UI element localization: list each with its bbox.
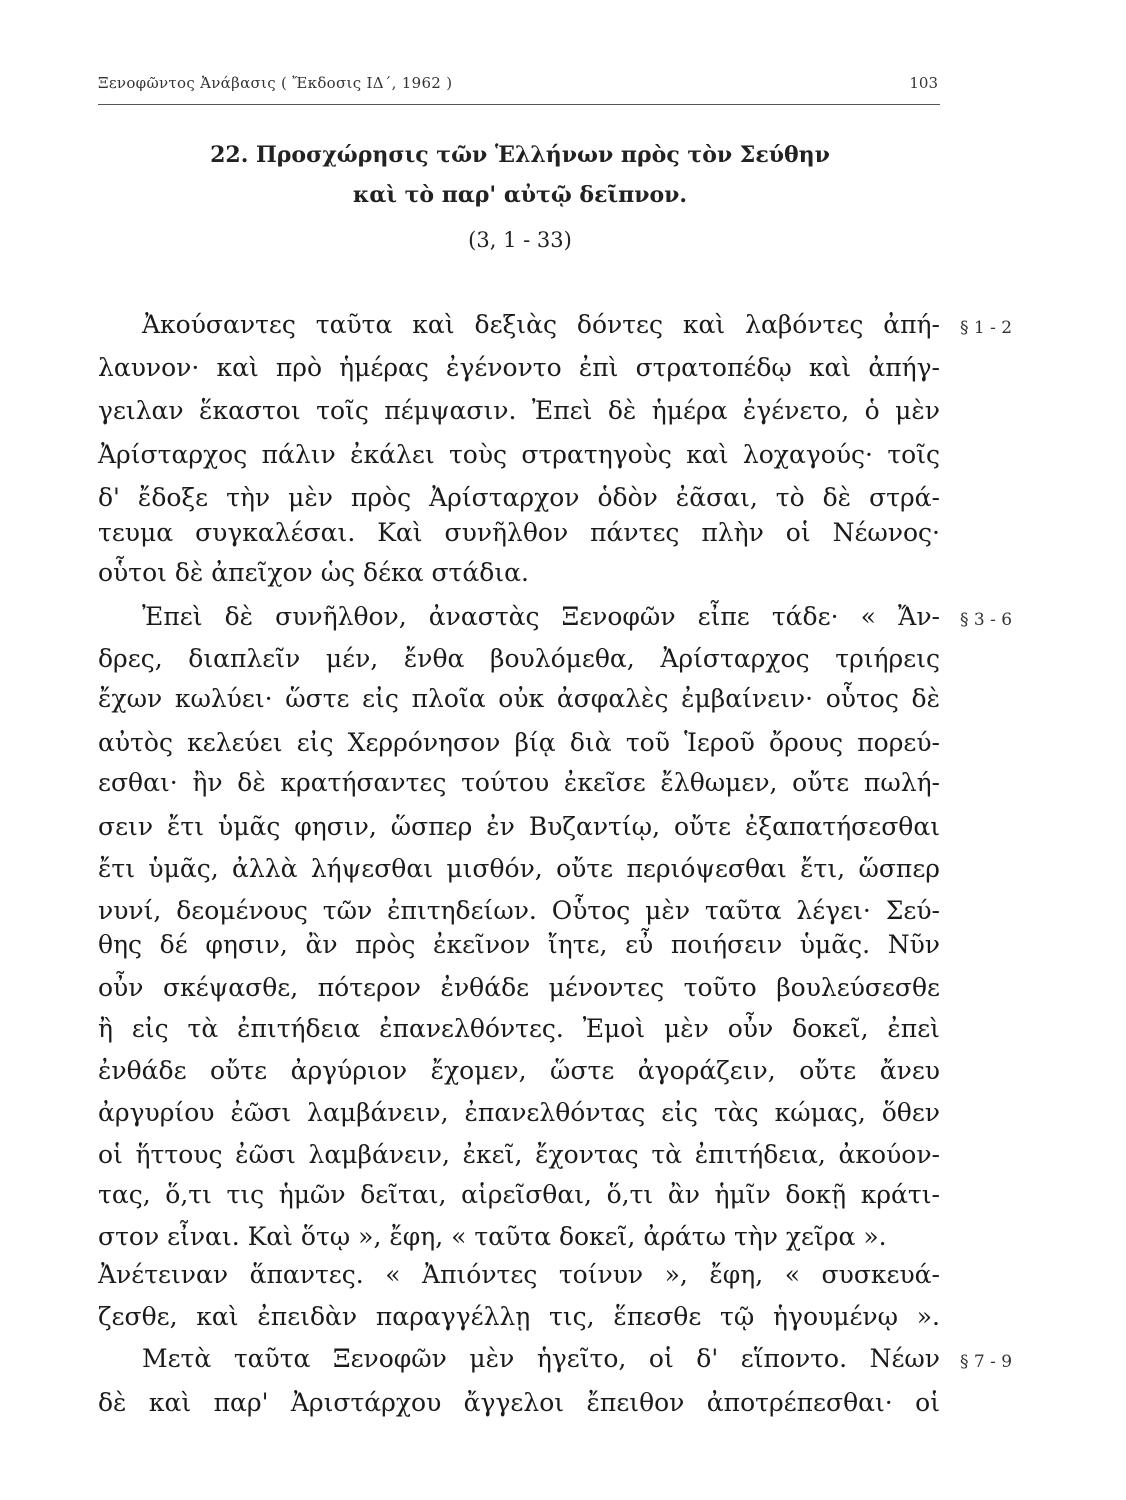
section-heading-line-2: καὶ τὸ παρ' αὐτῷ δεῖπνον. bbox=[352, 182, 688, 208]
text-line: δὲ καὶ παρ' Ἀριστάρχου ἄγγελοι ἔπειθον ἀποτρέπεσθαι· οἱ bbox=[98, 1388, 940, 1417]
text-line: στον εἶναι. Καὶ ὅτῳ », ἔφη, « ταῦτα δοκεῖ, ἀράτω τὴν χεῖρα ». bbox=[98, 1222, 887, 1251]
margin-section-ref: § 7 - 9 bbox=[960, 1352, 1013, 1372]
text-line: θης δέ φησιν, ἂν πρὸς ἐκεῖνον ἴητε, εὖ ποιήσειν ὑμᾶς. Νῦν bbox=[98, 930, 940, 959]
text-line: ἢ εἰς τὰ ἐπιτήδεια ἐπανελθόντες. Ἐμοὶ μὲν οὖν δοκεῖ, ἐπεὶ bbox=[98, 1014, 940, 1043]
page-header bbox=[98, 66, 938, 96]
text-line: εσθαι· ἢν δὲ κρατήσαντες τούτου ἐκεῖσε ἔλθωμεν, οὔτε πωλή- bbox=[98, 768, 940, 797]
header-rule bbox=[98, 104, 940, 105]
text-line: οὗτοι δὲ ἀπεῖχον ὡς δέκα στάδια. bbox=[98, 558, 529, 587]
text-line: δρες, διαπλεῖν μέν, ἔνθα βουλόμεθα, Ἀρίσταρχος τριήρεις bbox=[98, 644, 940, 673]
text-line: αὐτὸς κελεύει εἰς Χερρόνησον βίᾳ διὰ τοῦ Ἱεροῦ ὄρους πορεύ- bbox=[98, 728, 940, 757]
text-line: οἱ ἥττους ἐῶσι λαμβάνειν, ἐκεῖ, ἔχοντας τὰ ἐπιτήδεια, ἀκούον- bbox=[98, 1140, 940, 1169]
text-line: ἔχων κωλύει· ὥστε εἰς πλοῖα οὐκ ἀσφαλὲς ἐμβαίνειν· οὗτος δὲ bbox=[98, 684, 940, 713]
text-line: Ἐπεὶ δὲ συνῆλθον, ἀναστὰς Ξενοφῶν εἶπε τάδε· « Ἄν- bbox=[142, 602, 940, 631]
text-line: δ' ἔδοξε τὴν μὲν πρὸς Ἀρίσταρχον ὁδὸν ἐᾶσαι, τὸ δὲ στρά- bbox=[98, 483, 940, 512]
margin-section-ref: § 3 - 6 bbox=[960, 610, 1013, 630]
text-line: Ἀνέτειναν ἅπαντες. « Ἀπιόντες τοίνυν », ἔφη, « συσκευά- bbox=[98, 1260, 940, 1289]
text-line: Μετὰ ταῦτα Ξενοφῶν μὲν ἡγεῖτο, οἱ δ' εἵποντο. Νέων bbox=[142, 1344, 940, 1373]
margin-section-ref: § 1 - 2 bbox=[960, 318, 1013, 338]
text-line: Ἀκούσαντες ταῦτα καὶ δεξιὰς δόντες καὶ λαβόντες ἀπή- bbox=[142, 310, 940, 339]
page-number: 103 bbox=[909, 74, 938, 92]
text-line: ἔτι ὑμᾶς, ἀλλὰ λήψεσθαι μισθόν, οὔτε περιόψεσθαι ἔτι, ὥσπερ bbox=[98, 854, 940, 883]
section-heading-line-1: 22. Προσχώρησις τῶν Ἑλλήνων πρὸς τὸν Σεύθην bbox=[210, 142, 830, 168]
text-line: γειλαν ἕκαστοι τοῖς πέμψασιν. Ἐπεὶ δὲ ἡμέρα ἐγένετο, ὁ μὲν bbox=[98, 396, 940, 425]
text-line: λαυνον· καὶ πρὸ ἡμέρας ἐγένοντο ἐπὶ στρατοπέδῳ καὶ ἀπήγ- bbox=[98, 353, 940, 382]
text-line: τας, ὅ,τι τις ἡμῶν δεῖται, αἱρεῖσθαι, ὅ,τι ἂν ἡμῖν δοκῇ κράτι- bbox=[98, 1180, 940, 1209]
text-line: σειν ἔτι ὑμᾶς φησιν, ὥσπερ ἐν Βυζαντίῳ, οὔτε ἐξαπατήσεσθαι bbox=[98, 812, 940, 841]
text-line: ζεσθε, καὶ ἐπειδὰν παραγγέλλῃ τις, ἕπεσθε τῷ ἡγουμένῳ ». bbox=[98, 1302, 940, 1331]
text-line: ἐνθάδε οὔτε ἀργύριον ἔχομεν, ὥστε ἀγοράζειν, οὔτε ἄνευ bbox=[98, 1056, 940, 1085]
section-reference: (3, 1 - 33) bbox=[468, 228, 572, 252]
text-line: τευμα συγκαλέσαι. Καὶ συνῆλθον πάντες πλὴν οἱ Νέωνος· bbox=[98, 518, 940, 547]
text-line: ἀργυρίου ἐῶσι λαμβάνειν, ἐπανελθόντας εἰς τὰς κώμας, ὅθεν bbox=[98, 1098, 940, 1127]
text-line: νυνί, δεομένους τῶν ἐπιτηδείων. Οὗτος μὲν ταῦτα λέγει· Σεύ- bbox=[98, 896, 940, 925]
running-title: Ξενοφῶντος Ἀνάβασις ( Ἔκδοσις ΙΔ΄, 1962 ) bbox=[98, 74, 453, 92]
text-line: Ἀρίσταρχος πάλιν ἐκάλει τοὺς στρατηγοὺς καὶ λοχαγούς· τοῖς bbox=[98, 440, 940, 469]
text-line: οὖν σκέψασθε, πότερον ἐνθάδε μένοντες τοῦτο βουλεύσεσθε bbox=[98, 973, 940, 1002]
